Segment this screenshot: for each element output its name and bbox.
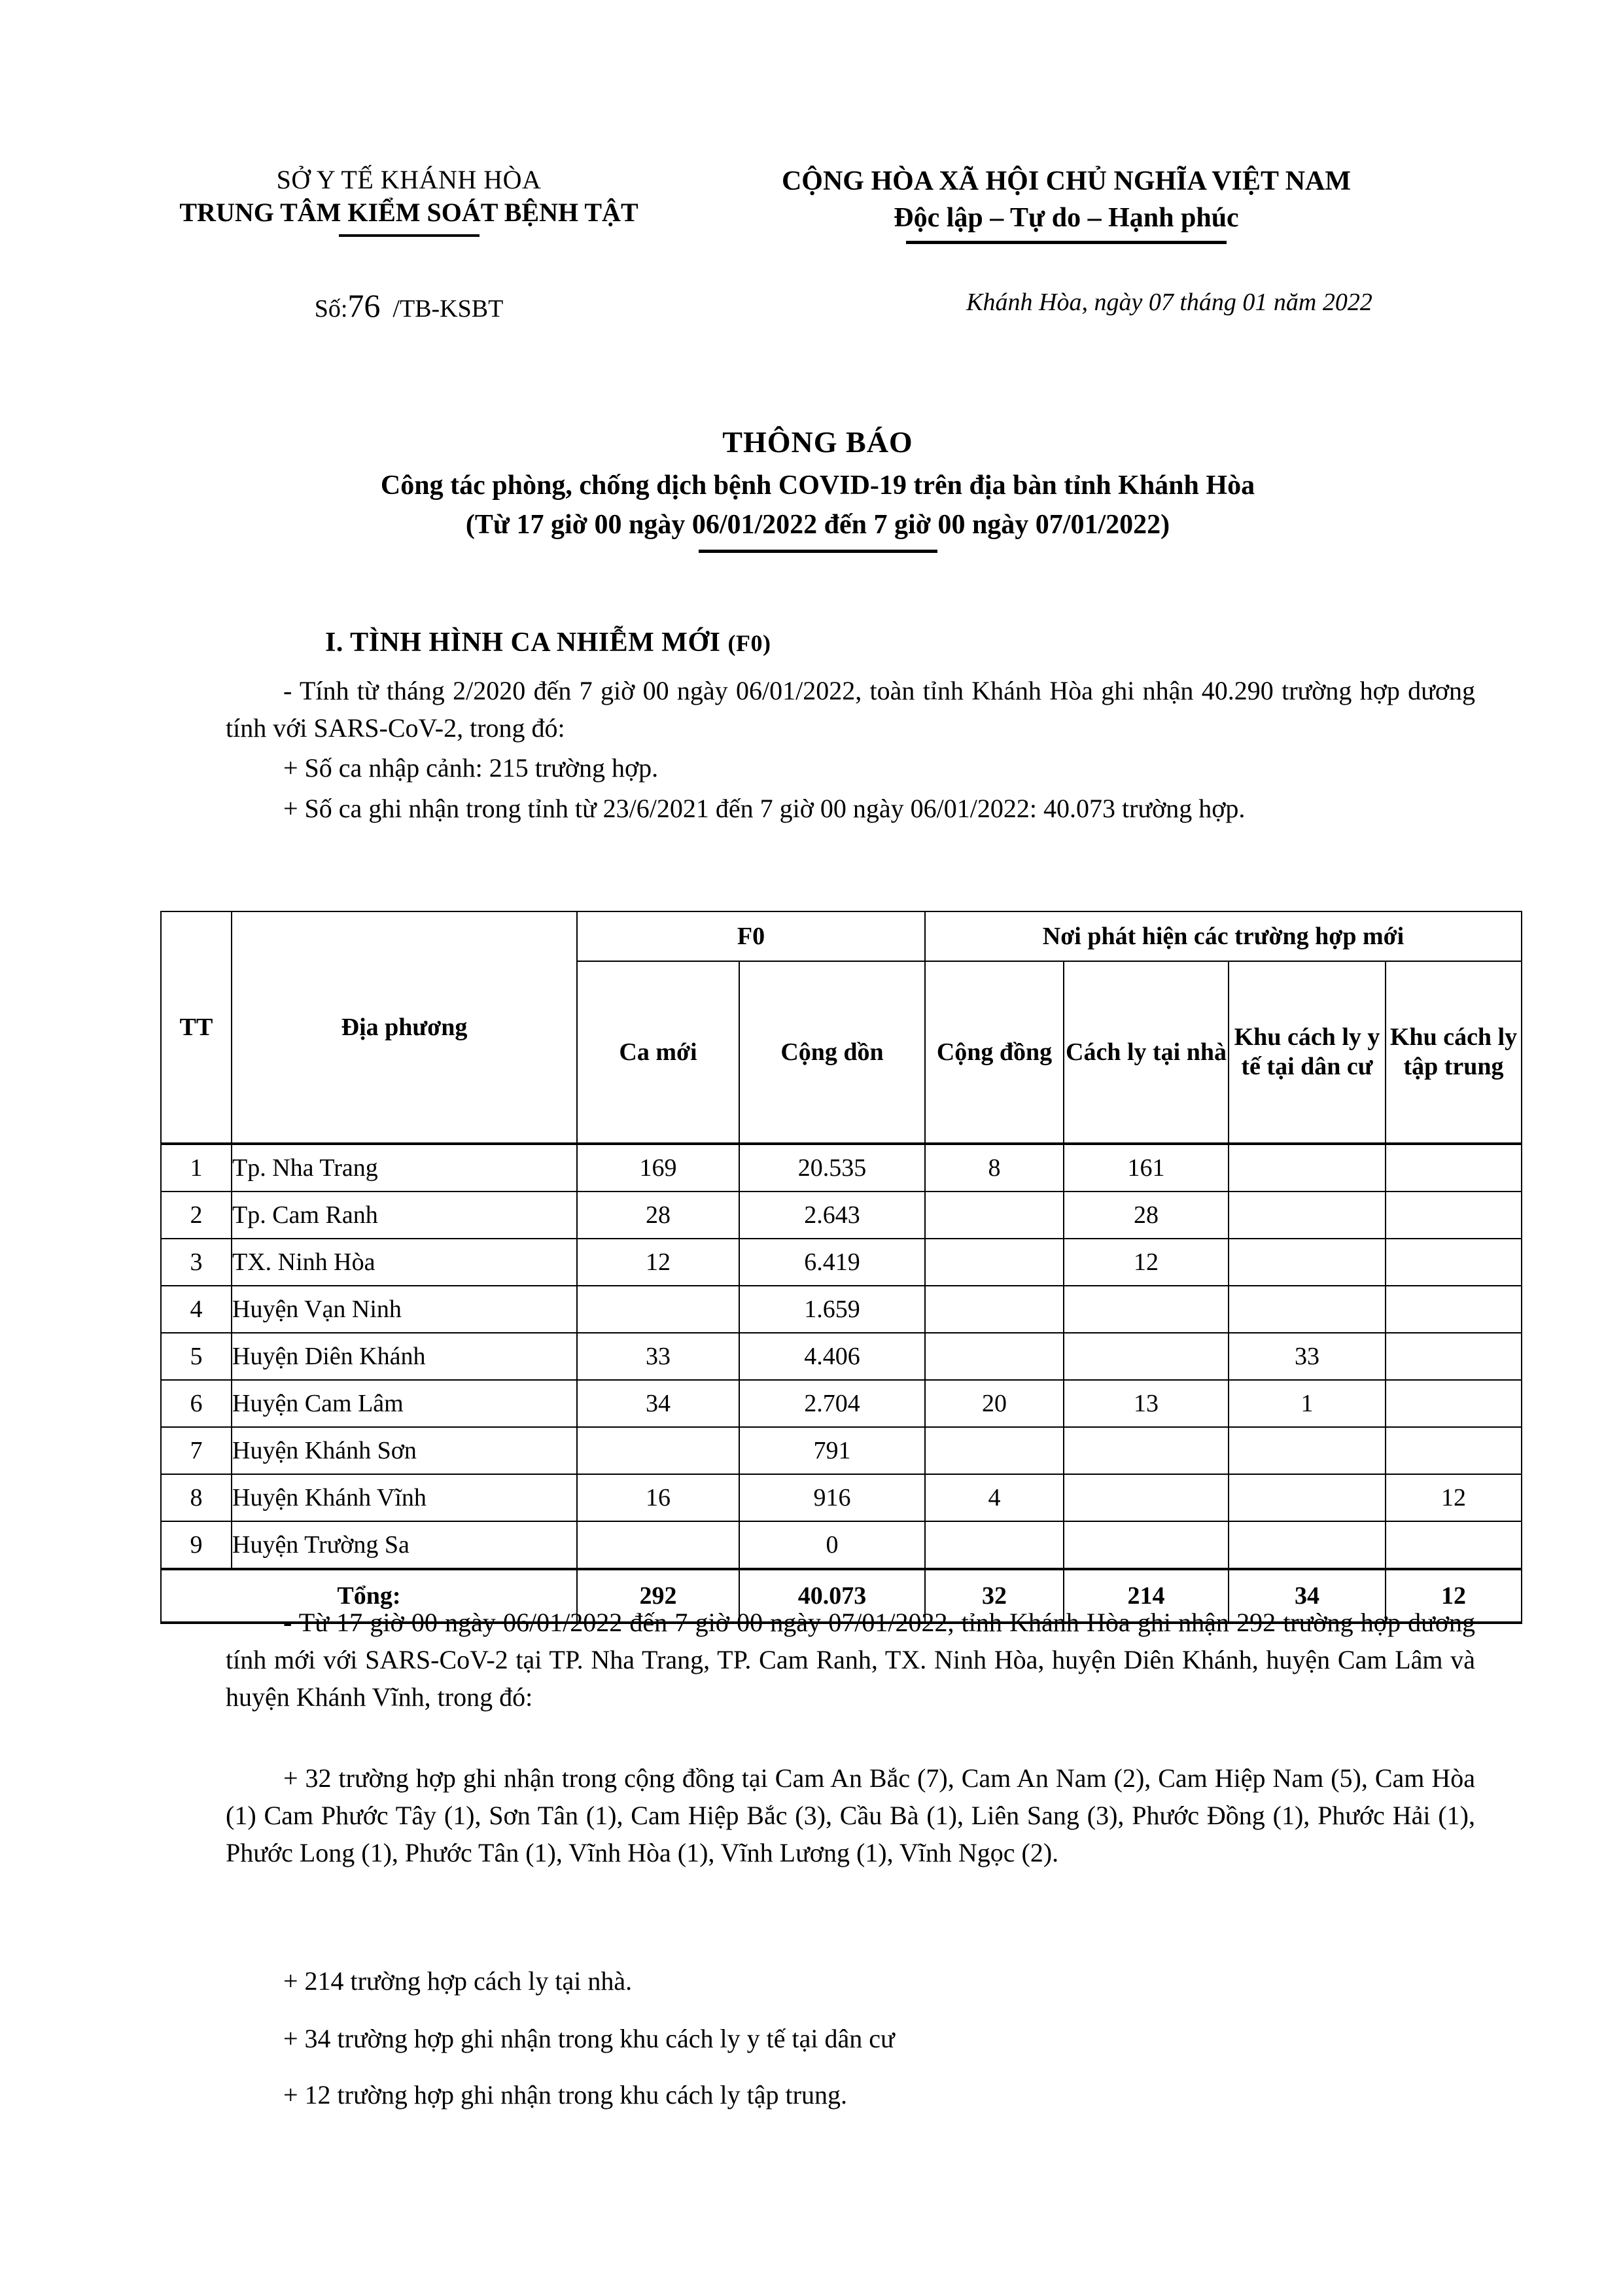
cell-tt: 1 [161,1144,232,1192]
cell-community [925,1333,1064,1380]
cell-tt: 2 [161,1192,232,1239]
national-heading-block [657,164,1475,244]
cell-new-cases: 12 [577,1239,739,1286]
cell-cumulative: 20.535 [739,1144,925,1192]
issuing-organization-block [160,164,657,237]
cell-cumulative: 1.659 [739,1286,925,1333]
cell-locality: Huyện Cam Lâm [232,1380,577,1427]
cell-residential-quarantine [1229,1239,1386,1286]
cell-cumulative: 4.406 [739,1333,925,1380]
cell-residential-quarantine: 33 [1229,1333,1386,1380]
table-head [161,911,1522,1144]
section-1-lower-paragraph-5: + 12 trường hợp ghi nhận trong khu cách ly tập trung. [283,2080,847,2110]
cell-central-quarantine [1386,1239,1522,1286]
cell-cumulative: 2.704 [739,1380,925,1427]
cell-cumulative: 916 [739,1474,925,1521]
cell-residential-quarantine [1229,1427,1386,1474]
cell-community: 4 [925,1474,1064,1521]
cell-locality: Huyện Khánh Vĩnh [232,1474,577,1521]
country-name: CỘNG HÒA XÃ HỘI CHỦ NGHĨA VIỆT NAM [781,166,1352,196]
covid-statistics-table-wrapper [160,911,1521,1624]
section-1-lower-paragraph-2: + 32 trường hợp ghi nhận trong cộng đồng tại Cam An Bắc (7), Cam An Nam (2), Cam Hiệp Nam (5), Cam Hòa (1) Cam Phước Tây (1), Sơn Tân (1), Cam Hiệp Bắc (3), Cầu Bà (1), Liên Sang (3), Phước Đồng (1), Phước Hải (1), Phước Long (1), Phước Tân (1), Vĩnh Hòa (1), Vĩnh Lương (1), Vĩnh Ngọc (2). [226,1763,1475,1867]
cell-central-quarantine [1386,1192,1522,1239]
cell-total-home-quarantine: 214 [1064,1569,1229,1623]
cell-new-cases [577,1286,739,1333]
cell-home-quarantine: 28 [1064,1192,1229,1239]
cell-community [925,1192,1064,1239]
cell-home-quarantine: 161 [1064,1144,1229,1192]
table-row [161,1144,1522,1192]
cell-home-quarantine [1064,1333,1229,1380]
table-row [161,1474,1522,1521]
cell-cumulative: 791 [739,1427,925,1474]
group-header-f0: F0 [577,911,925,961]
department-name: SỞ Y TẾ KHÁNH HÒA [276,165,542,194]
table-row [161,1239,1522,1286]
cell-residential-quarantine: 1 [1229,1380,1386,1427]
document-title-block [160,422,1475,553]
column-header-cumulative: Cộng dồn [739,961,925,1144]
cell-central-quarantine [1386,1380,1522,1427]
cell-central-quarantine: 12 [1386,1474,1522,1521]
cell-central-quarantine [1386,1286,1522,1333]
column-header-locality: Địa phương [232,911,577,1144]
cell-total-cumulative: 40.073 [739,1569,925,1623]
header-divider-right [906,241,1227,244]
cell-total-new-cases: 292 [577,1569,739,1623]
cell-locality: Huyện Khánh Sơn [232,1427,577,1474]
place-and-date: Khánh Hòa, ngày 07 tháng 01 năm 2022 [966,289,1372,316]
cell-community: 8 [925,1144,1064,1192]
cell-locality: Tp. Nha Trang [232,1144,577,1192]
document-number-value: 76 [347,287,381,324]
cell-locality: Tp. Cam Ranh [232,1192,577,1239]
cell-residential-quarantine [1229,1521,1386,1569]
section-1-lower-paragraph-1: - Từ 17 giờ 00 ngày 06/01/2022 đến 7 giờ 00 ngày 07/01/2022, tỉnh Khánh Hòa ghi nhận 292 trường hợp dương tính mới với SARS-CoV-2 tại TP. Nha Trang, TP. Cam Ranh, TX. Ninh Hòa, huyện Diên Khánh, huyện Cam Lâm và huyện Khánh Vĩnh, trong đó: [226,1608,1475,1712]
column-header-new-cases: Ca mới [577,961,739,1144]
cell-home-quarantine [1064,1521,1229,1569]
cell-total-label: Tổng: [161,1569,577,1623]
cell-community [925,1286,1064,1333]
section-1-lower-paragraph-3: + 214 trường hợp cách ly tại nhà. [283,1966,633,1996]
cell-new-cases: 28 [577,1192,739,1239]
title-divider [699,550,937,553]
cell-tt: 6 [161,1380,232,1427]
cell-locality: TX. Ninh Hòa [232,1239,577,1286]
document-number-suffix: /TB-KSBT [393,295,504,323]
cell-home-quarantine [1064,1474,1229,1521]
cell-residential-quarantine [1229,1192,1386,1239]
section-1-heading-suffix: (F0) [727,630,771,656]
title-subtitle-line2: (Từ 17 giờ 00 ngày 06/01/2022 đến 7 giờ 00 ngày 07/01/2022) [465,509,1170,540]
cell-locality: Huyện Diên Khánh [232,1333,577,1380]
column-header-tt: TT [161,911,232,1144]
column-header-central-quarantine: Khu cách ly tập trung [1386,961,1522,1144]
section-1-paragraph-2: + Số ca nhập cảnh: 215 trường hợp. [283,753,659,783]
document-number [160,287,657,325]
table-row [161,1192,1522,1239]
cell-locality: Huyện Vạn Ninh [232,1286,577,1333]
cell-home-quarantine [1064,1286,1229,1333]
cell-new-cases [577,1521,739,1569]
title-subtitle-line1: Công tác phòng, chống dịch bệnh COVID-19 trên địa bàn tỉnh Khánh Hòa [380,470,1255,501]
cell-residential-quarantine [1229,1474,1386,1521]
center-name: TRUNG TÂM KIỂM SOÁT BỆNH TẬT [179,198,638,227]
national-motto: Độc lập – Tự do – Hạnh phúc [894,202,1239,233]
document-header [160,164,1475,244]
section-1-paragraph-3: + Số ca ghi nhận trong tỉnh từ 23/6/2021 đến 7 giờ 00 ngày 06/01/2022: 40.073 trường hợp. [283,794,1246,823]
cell-tt: 3 [161,1239,232,1286]
cell-new-cases: 169 [577,1144,739,1192]
cell-total-community: 32 [925,1569,1064,1623]
table-row [161,1286,1522,1333]
cell-total-central-quarantine: 12 [1386,1569,1522,1623]
cell-cumulative: 6.419 [739,1239,925,1286]
cell-community: 20 [925,1380,1064,1427]
cell-central-quarantine [1386,1521,1522,1569]
section-1-heading [325,627,771,658]
table-row [161,1333,1522,1380]
cell-central-quarantine [1386,1333,1522,1380]
table-row [161,1380,1522,1427]
cell-community [925,1427,1064,1474]
column-header-residential-medical-quarantine: Khu cách ly y tế tại dân cư [1229,961,1386,1144]
cell-tt: 4 [161,1286,232,1333]
cell-tt: 5 [161,1333,232,1380]
cell-tt: 8 [161,1474,232,1521]
section-1-paragraph-1: - Tính từ tháng 2/2020 đến 7 giờ 00 ngày 06/01/2022, toàn tỉnh Khánh Hòa ghi nhận 40.290 trường hợp dương tính với SARS-CoV-2, trong đó: [226,676,1475,743]
cell-cumulative: 2.643 [739,1192,925,1239]
page-title: THÔNG BÁO [722,425,913,459]
cell-total-residential-quarantine: 34 [1229,1569,1386,1623]
cell-central-quarantine [1386,1427,1522,1474]
covid-statistics-table [160,911,1522,1624]
cell-locality: Huyện Trường Sa [232,1521,577,1569]
cell-home-quarantine: 12 [1064,1239,1229,1286]
group-header-detection-place: Nơi phát hiện các trường hợp mới [925,911,1522,961]
table-row [161,1427,1522,1474]
section-1-heading-text: I. TÌNH HÌNH CA NHIỄM MỚI [325,627,721,658]
cell-new-cases: 33 [577,1333,739,1380]
cell-new-cases: 34 [577,1380,739,1427]
table-group-header-row [161,911,1522,961]
cell-central-quarantine [1386,1144,1522,1192]
cell-tt: 7 [161,1427,232,1474]
cell-community [925,1521,1064,1569]
cell-new-cases [577,1427,739,1474]
column-header-community: Cộng đồng [925,961,1064,1144]
header-divider-left [339,234,480,237]
document-number-prefix: Số: [314,295,348,323]
section-1-lower-paragraph-4: + 34 trường hợp ghi nhận trong khu cách ly y tế tại dân cư [283,2024,895,2053]
cell-cumulative: 0 [739,1521,925,1569]
cell-tt: 9 [161,1521,232,1569]
cell-home-quarantine [1064,1427,1229,1474]
table-row [161,1521,1522,1569]
cell-home-quarantine: 13 [1064,1380,1229,1427]
table-body [161,1144,1522,1623]
cell-community [925,1239,1064,1286]
cell-new-cases: 16 [577,1474,739,1521]
cell-residential-quarantine [1229,1286,1386,1333]
column-header-home-quarantine: Cách ly tại nhà [1064,961,1229,1144]
cell-residential-quarantine [1229,1144,1386,1192]
